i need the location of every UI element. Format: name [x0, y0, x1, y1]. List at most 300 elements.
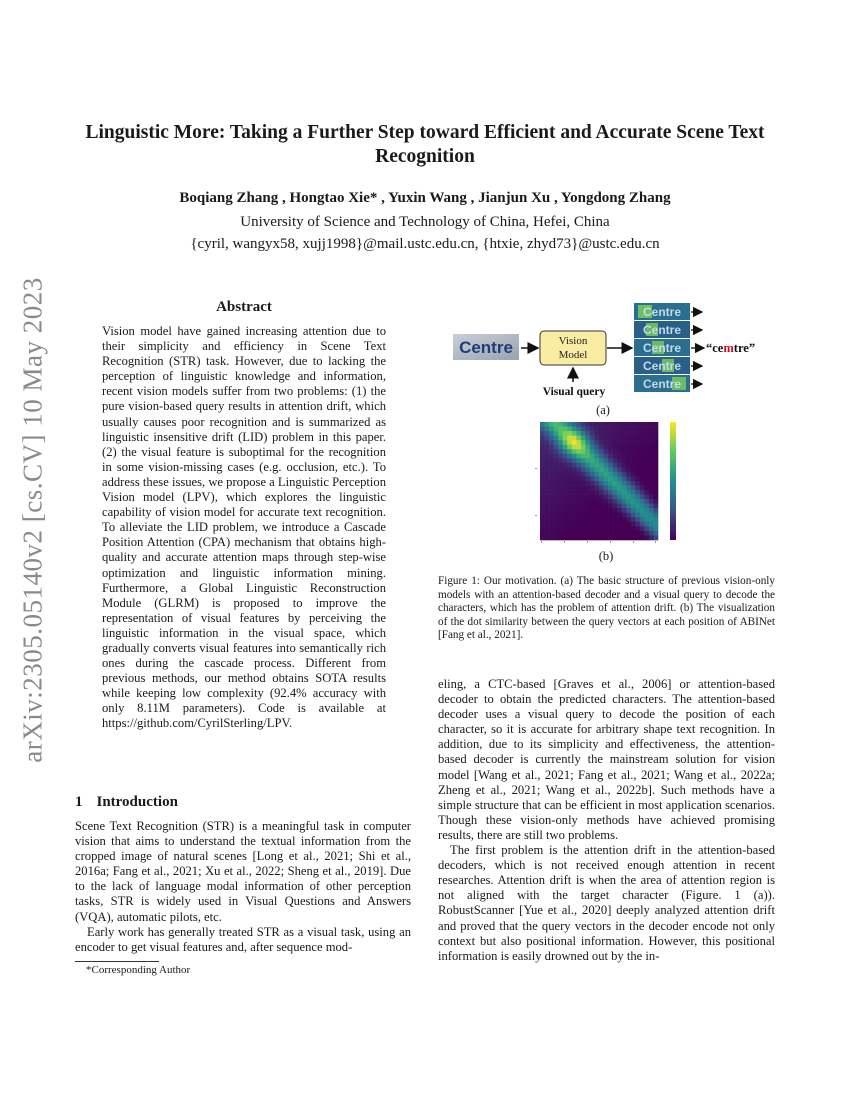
heatmap-cell: [567, 463, 572, 468]
heatmap-cell: [590, 476, 595, 481]
heatmap-cell: [644, 535, 649, 540]
heatmap-cell: [653, 436, 658, 441]
heatmap-cell: [631, 499, 636, 504]
heatmap-cell: [649, 431, 654, 436]
heatmap-cell: [653, 499, 658, 504]
heatmap-cell: [640, 526, 645, 531]
heatmap-cell: [558, 495, 563, 500]
heatmap-cell: [576, 440, 581, 445]
heatmap-cell: [563, 458, 568, 463]
heatmap-cell: [585, 458, 590, 463]
heatmap-cell: [599, 427, 604, 432]
heatmap-cell: [581, 481, 586, 486]
heatmap-cell: [540, 499, 545, 504]
heatmap-cell: [640, 490, 645, 495]
heatmap-cell: [653, 449, 658, 454]
heatmap-cell: [567, 440, 572, 445]
attention-word: Centre: [642, 377, 682, 391]
heatmap-cell: [590, 504, 595, 509]
heatmap-cell: [613, 517, 618, 522]
heatmap-cell: [608, 445, 613, 450]
heatmap-cell: [563, 422, 568, 427]
heatmap-cell: [617, 463, 622, 468]
vision-model-label-line2: Model: [558, 349, 588, 361]
heatmap-cell: [631, 449, 636, 454]
heatmap-cell: [604, 472, 609, 477]
heatmap-cell: [613, 427, 618, 432]
heatmap-cell: [554, 454, 559, 459]
left-column-body: [75, 819, 411, 955]
heatmap-cell: [590, 463, 595, 468]
heatmap-cell: [599, 467, 604, 472]
heatmap-cell: [604, 445, 609, 450]
section-heading: [75, 794, 192, 811]
section-number: 1: [75, 794, 83, 810]
heatmap-cell: [617, 490, 622, 495]
heatmap-cell: [545, 454, 550, 459]
heatmap-cell: [649, 445, 654, 450]
heatmap-cell: [617, 454, 622, 459]
heatmap-cell: [567, 431, 572, 436]
heatmap-cell: [644, 508, 649, 513]
abstract-text: Vision model have gained increasing attention due to their simplicity and efficiency in Scene Text Recognition (STR) task. However, due to lacking the perception of linguistic knowledge and information, recent vision models suffer from two problems: (1) the pure vision-based query results in attention drift, which usually causes poor recognition and is summarized as linguistic insensitive drift (LID) problem in this paper. (2) the visual feature is suboptimal for the recognition in some vision-missing cases (e.g. occlusion, etc.). To address these issues, we propose a Linguistic Perception Vision model (LPV), which explores the linguistic capability of vision model for accurate text recognition. To alleviate the LID problem, we introduce a Cascade Position Attention (CPA) mechanism that obtains high-quality and accurate attention maps through step-wise optimization and linguistic information mining. Furthermore, a Global Linguistic Reconstruction Module (GLRM) is proposed to improve the representation of visual features by perceiving the linguistic information in the visual space, which gradually converts visual features into semantically rich ones during the cascade process. Different from previous methods, our method obtains SOTA results while keeping low complexity (92.4% accuracy with only 8.11M parameters). Code is available at https://github.com/CyrilSterling/LPV.: [102, 324, 386, 731]
heatmap-cell: [594, 486, 599, 491]
heatmap-cell: [567, 472, 572, 477]
heatmap-cell: [631, 431, 636, 436]
heatmap-cell: [626, 458, 631, 463]
heatmap-cell: [613, 467, 618, 472]
heatmap-cell: [640, 436, 645, 441]
heatmap-cell: [640, 431, 645, 436]
heatmap-cell: [604, 508, 609, 513]
heatmap-cell: [581, 526, 586, 531]
heatmap-cell: [572, 427, 577, 432]
heatmap-cell: [631, 535, 636, 540]
heatmap-cell: [617, 458, 622, 463]
heatmap-cell: [554, 445, 559, 450]
heatmap-cell: [613, 486, 618, 491]
heatmap-cell: [585, 499, 590, 504]
heatmap-cell: [649, 467, 654, 472]
heatmap-cell: [599, 422, 604, 427]
heatmap-cell: [599, 495, 604, 500]
heatmap-cell: [549, 535, 554, 540]
heatmap-cell: [649, 472, 654, 477]
heatmap-cell: [563, 472, 568, 477]
heatmap-cell: [545, 495, 550, 500]
vision-model-label-line1: Vision: [558, 335, 588, 347]
heatmap-cell: [572, 476, 577, 481]
footnote: *Corresponding Author: [86, 964, 191, 976]
heatmap-cell: [613, 476, 618, 481]
heatmap-cell: [558, 436, 563, 441]
heatmap-cell: [549, 517, 554, 522]
heatmap-cell: [622, 472, 627, 477]
heatmap-cell: [604, 436, 609, 441]
heatmap-cell: [540, 436, 545, 441]
heatmap-cell: [608, 481, 613, 486]
heatmap-cell: [572, 481, 577, 486]
heatmap-cell: [585, 472, 590, 477]
heatmap-cell: [581, 436, 586, 441]
heatmap-cell: [558, 508, 563, 513]
heatmap-cell: [545, 499, 550, 504]
heatmap-cell: [572, 440, 577, 445]
heatmap-cell: [622, 490, 627, 495]
heatmap-cell: [581, 467, 586, 472]
heatmap-cell: [540, 517, 545, 522]
intro-paragraph-3: eling, a CTC-based [Graves et al., 2006] or attention-based decoder to obtain the predicted characters. The attention-based decoder uses a visual query to decode the position of each character, so it is accurate for arbitrary shape text recognition. In addition, due to its simplicity and effectiveness, the attention-based decoder is currently the mainstream solution for vision model [Wang et al., 2021; Fang et al., 2021; Wang et al., 2022a; Zheng et al., 2021; Wang et al., 2022b]. Such methods have a simple structure that can be efficient in most application scenarios. Though these vision-only methods have achieved promising results, there are still two problems.: [438, 677, 775, 842]
heatmap-cell: [599, 490, 604, 495]
heatmap-cell: [572, 458, 577, 463]
heatmap-cell: [649, 458, 654, 463]
heatmap-cell: [545, 427, 550, 432]
heatmap-cell: [631, 436, 636, 441]
heatmap-cell: [558, 467, 563, 472]
heatmap-cell: [622, 486, 627, 491]
heatmap-cell: [644, 526, 649, 531]
paper-title: Linguistic More: Taking a Further Step toward Efficient and Accurate Scene Text Recognition: [85, 122, 765, 167]
heatmap-cell: [626, 504, 631, 509]
heatmap-cell: [604, 431, 609, 436]
heatmap-cell: [581, 522, 586, 527]
heatmap-cell: [594, 463, 599, 468]
heatmap-cell: [545, 481, 550, 486]
heatmap-cell: [604, 517, 609, 522]
heatmap-cell: [622, 508, 627, 513]
heatmap-cell: [545, 504, 550, 509]
heatmap-cell: [549, 490, 554, 495]
heatmap-cell: [563, 463, 568, 468]
heatmap-cell: [554, 481, 559, 486]
heatmap-cell: [635, 531, 640, 536]
heatmap-cell: [640, 486, 645, 491]
heatmap-cell: [649, 504, 654, 509]
heatmap-cell: [558, 513, 563, 518]
heatmap-cell: [617, 436, 622, 441]
heatmap-cell: [644, 513, 649, 518]
heatmap-cell: [631, 472, 636, 477]
heatmap-cell: [558, 522, 563, 527]
heatmap-cell: [617, 476, 622, 481]
heatmap-cell: [594, 467, 599, 472]
intro-paragraph-2: Early work has generally treated STR as a visual task, using an encoder to get visual features and, after sequence mod-: [75, 924, 411, 954]
heatmap-cell: [617, 526, 622, 531]
heatmap-cell: [649, 495, 654, 500]
heatmap-cell: [608, 508, 613, 513]
heatmap-cell: [622, 499, 627, 504]
heatmap-cell: [581, 517, 586, 522]
heatmap-cell: [622, 513, 627, 518]
heatmap-cell: [617, 472, 622, 477]
heatmap-cell: [617, 495, 622, 500]
heatmap-cell: [622, 531, 627, 536]
heatmap-cell: [604, 526, 609, 531]
heatmap-cell: [604, 486, 609, 491]
heatmap-cell: [635, 495, 640, 500]
heatmap-cell: [581, 531, 586, 536]
heatmap-cell: [572, 472, 577, 477]
heatmap-cell: [576, 476, 581, 481]
heatmap-cell: [599, 486, 604, 491]
heatmap-cell: [599, 522, 604, 527]
heatmap-cell: [644, 436, 649, 441]
heatmap-cell: [590, 422, 595, 427]
heatmap-cell: [576, 499, 581, 504]
heatmap-cell: [594, 445, 599, 450]
heatmap-cell: [599, 535, 604, 540]
heatmap-cell: [622, 449, 627, 454]
heatmap-cell: [585, 445, 590, 450]
heatmap-cell: [644, 463, 649, 468]
heatmap-cell: [608, 440, 613, 445]
heatmap-cell: [572, 513, 577, 518]
attention-word: Centre: [642, 359, 682, 373]
heatmap-cell: [563, 490, 568, 495]
heatmap-cell: [554, 422, 559, 427]
heatmap-cell: [590, 454, 595, 459]
heatmap-cell: [631, 445, 636, 450]
heatmap-cell: [563, 449, 568, 454]
heatmap-cell: [554, 531, 559, 536]
heatmap-cell: [631, 504, 636, 509]
heatmap-cell: [635, 499, 640, 504]
heatmap-cell: [576, 427, 581, 432]
heatmap-cell: [585, 427, 590, 432]
heatmap-cell: [554, 476, 559, 481]
heatmap-cell: [585, 431, 590, 436]
heatmap-cell: [585, 526, 590, 531]
heatmap-cell: [581, 499, 586, 504]
heatmap-cell: [653, 458, 658, 463]
heatmap-cell: [545, 486, 550, 491]
heatmap-cell: [590, 490, 595, 495]
heatmap-cell: [649, 481, 654, 486]
heatmap-cell: [604, 476, 609, 481]
heatmap-cell: [540, 481, 545, 486]
heatmap-cell: [608, 522, 613, 527]
heatmap-cell: [567, 517, 572, 522]
heatmap-cell: [635, 508, 640, 513]
heatmap-cell: [626, 472, 631, 477]
heatmap-cell: [567, 495, 572, 500]
heatmap-cell: [635, 481, 640, 486]
heatmap-cell: [604, 427, 609, 432]
heatmap-cell: [635, 472, 640, 477]
heatmap-cell: [558, 481, 563, 486]
heatmap-cell: [572, 526, 577, 531]
heatmap-cell: [617, 440, 622, 445]
heatmap-cell: [572, 467, 577, 472]
heatmap-cell: [653, 463, 658, 468]
heatmap-cell: [594, 495, 599, 500]
arxiv-identifier: [8, 277, 58, 763]
heatmap-cell: [567, 422, 572, 427]
heatmap-cell: [626, 427, 631, 432]
heatmap-cell: [594, 481, 599, 486]
section-title: Introduction: [96, 794, 178, 810]
heatmap-cell: [585, 467, 590, 472]
heatmap-cell: [545, 458, 550, 463]
heatmap-cell: [540, 486, 545, 491]
heatmap-cell: [649, 517, 654, 522]
heatmap-cell: [572, 522, 577, 527]
heatmap-cell: [576, 517, 581, 522]
heatmap-cell: [558, 431, 563, 436]
heatmap-cell: [599, 476, 604, 481]
heatmap-cell: [590, 495, 595, 500]
heatmap-cell: [626, 486, 631, 491]
heatmap-cell: [640, 449, 645, 454]
heatmap-cell: [594, 454, 599, 459]
heatmap-cell: [585, 490, 590, 495]
heatmap-cell: [567, 449, 572, 454]
heatmap-cell: [604, 495, 609, 500]
heatmap-cell: [604, 531, 609, 536]
heatmap-cell: [594, 490, 599, 495]
heatmap-cell: [563, 499, 568, 504]
heatmap-cell: [581, 508, 586, 513]
heatmap-cell: [617, 467, 622, 472]
heatmap-cell: [585, 449, 590, 454]
heatmap-cell: [653, 522, 658, 527]
heatmap-cell: [558, 463, 563, 468]
heatmap-cell: [635, 522, 640, 527]
heatmap-cell: [549, 513, 554, 518]
heatmap-cell: [581, 422, 586, 427]
heatmap-cell: [558, 526, 563, 531]
heatmap-cell: [576, 458, 581, 463]
heatmap-cell: [599, 513, 604, 518]
heatmap-cell: [594, 431, 599, 436]
heatmap-cell: [640, 535, 645, 540]
heatmap-cell: [581, 495, 586, 500]
heatmap-cell: [585, 513, 590, 518]
heatmap-cell: [622, 422, 627, 427]
heatmap-cell: [549, 458, 554, 463]
heatmap-cell: [617, 445, 622, 450]
heatmap-cell: [644, 422, 649, 427]
heatmap-cell: [567, 490, 572, 495]
heatmap-cell: [581, 454, 586, 459]
heatmap-cell: [554, 467, 559, 472]
heatmap-cell: [599, 504, 604, 509]
heatmap-cell: [644, 486, 649, 491]
heatmap-cell: [567, 436, 572, 441]
heatmap-cell: [554, 504, 559, 509]
heatmap-cell: [622, 436, 627, 441]
heatmap-cell: [590, 499, 595, 504]
heatmap-cell: [558, 476, 563, 481]
heatmap-cell: [545, 440, 550, 445]
heatmap-cell: [644, 427, 649, 432]
heatmap-cell: [653, 508, 658, 513]
heatmap-cell: [554, 499, 559, 504]
figure-1a-diagram: [438, 296, 775, 416]
heatmap-cell: [549, 504, 554, 509]
heatmap-cell: [540, 454, 545, 459]
heatmap-cell: [540, 467, 545, 472]
heatmap-cell: [622, 427, 627, 432]
heatmap-cell: [631, 490, 636, 495]
heatmap-cell: [644, 499, 649, 504]
heatmap-cell: [635, 513, 640, 518]
heatmap-cell: [554, 486, 559, 491]
heatmap-cell: [626, 495, 631, 500]
heatmap-cell: [567, 513, 572, 518]
heatmap-cell: [563, 526, 568, 531]
heatmap-cell: [640, 422, 645, 427]
heatmap-cell: [640, 517, 645, 522]
heatmap-cell: [581, 449, 586, 454]
heatmap-cell: [558, 427, 563, 432]
heatmap-cell: [572, 431, 577, 436]
heatmap-cell: [622, 526, 627, 531]
heatmap-cell: [622, 504, 627, 509]
heatmap-cell: [644, 431, 649, 436]
heatmap-cell: [599, 508, 604, 513]
heatmap-cell: [567, 476, 572, 481]
heatmap-cell: [608, 431, 613, 436]
heatmap-cell: [572, 449, 577, 454]
heatmap-cell: [558, 486, 563, 491]
heatmap-cell: [622, 458, 627, 463]
heatmap-cell: [653, 427, 658, 432]
heatmap-cell: [572, 436, 577, 441]
heatmap-cell: [608, 535, 613, 540]
output-prediction: “cemtre”: [706, 341, 756, 355]
heatmap-cell: [604, 449, 609, 454]
heatmap-cell: [563, 495, 568, 500]
heatmap-cell: [572, 508, 577, 513]
heatmap-cell: [608, 517, 613, 522]
heatmap-cell: [563, 476, 568, 481]
heatmap-cell: [644, 522, 649, 527]
heatmap-cell: [567, 499, 572, 504]
heatmap-cell: [613, 463, 618, 468]
heatmap-cell: [554, 508, 559, 513]
heatmap-cell: [640, 458, 645, 463]
heatmap-cell: [644, 517, 649, 522]
heatmap-cell: [613, 499, 618, 504]
heatmap-cell: [640, 440, 645, 445]
heatmap-cell: [635, 445, 640, 450]
heatmap-cell: [572, 535, 577, 540]
heatmap-cell: [631, 422, 636, 427]
heatmap-cell: [572, 486, 577, 491]
heatmap-cell: [545, 436, 550, 441]
heatmap-cell: [599, 526, 604, 531]
heatmap-cell: [640, 467, 645, 472]
heatmap-cell: [631, 508, 636, 513]
heatmap-cell: [640, 513, 645, 518]
heatmap-cell: [653, 454, 658, 459]
heatmap-cell: [554, 449, 559, 454]
heatmap-cell: [613, 472, 618, 477]
heatmap-cell: [599, 463, 604, 468]
heatmap-cell: [585, 486, 590, 491]
heatmap-cell: [604, 481, 609, 486]
heatmap-cell: [558, 499, 563, 504]
heatmap-cell: [590, 517, 595, 522]
heatmap-cell: [649, 427, 654, 432]
heatmap-cell: [563, 431, 568, 436]
heatmap-cell: [554, 526, 559, 531]
heatmap-cell: [649, 499, 654, 504]
heatmap-cell: [613, 454, 618, 459]
heatmap-cell: [622, 535, 627, 540]
heatmap-cell: [644, 531, 649, 536]
